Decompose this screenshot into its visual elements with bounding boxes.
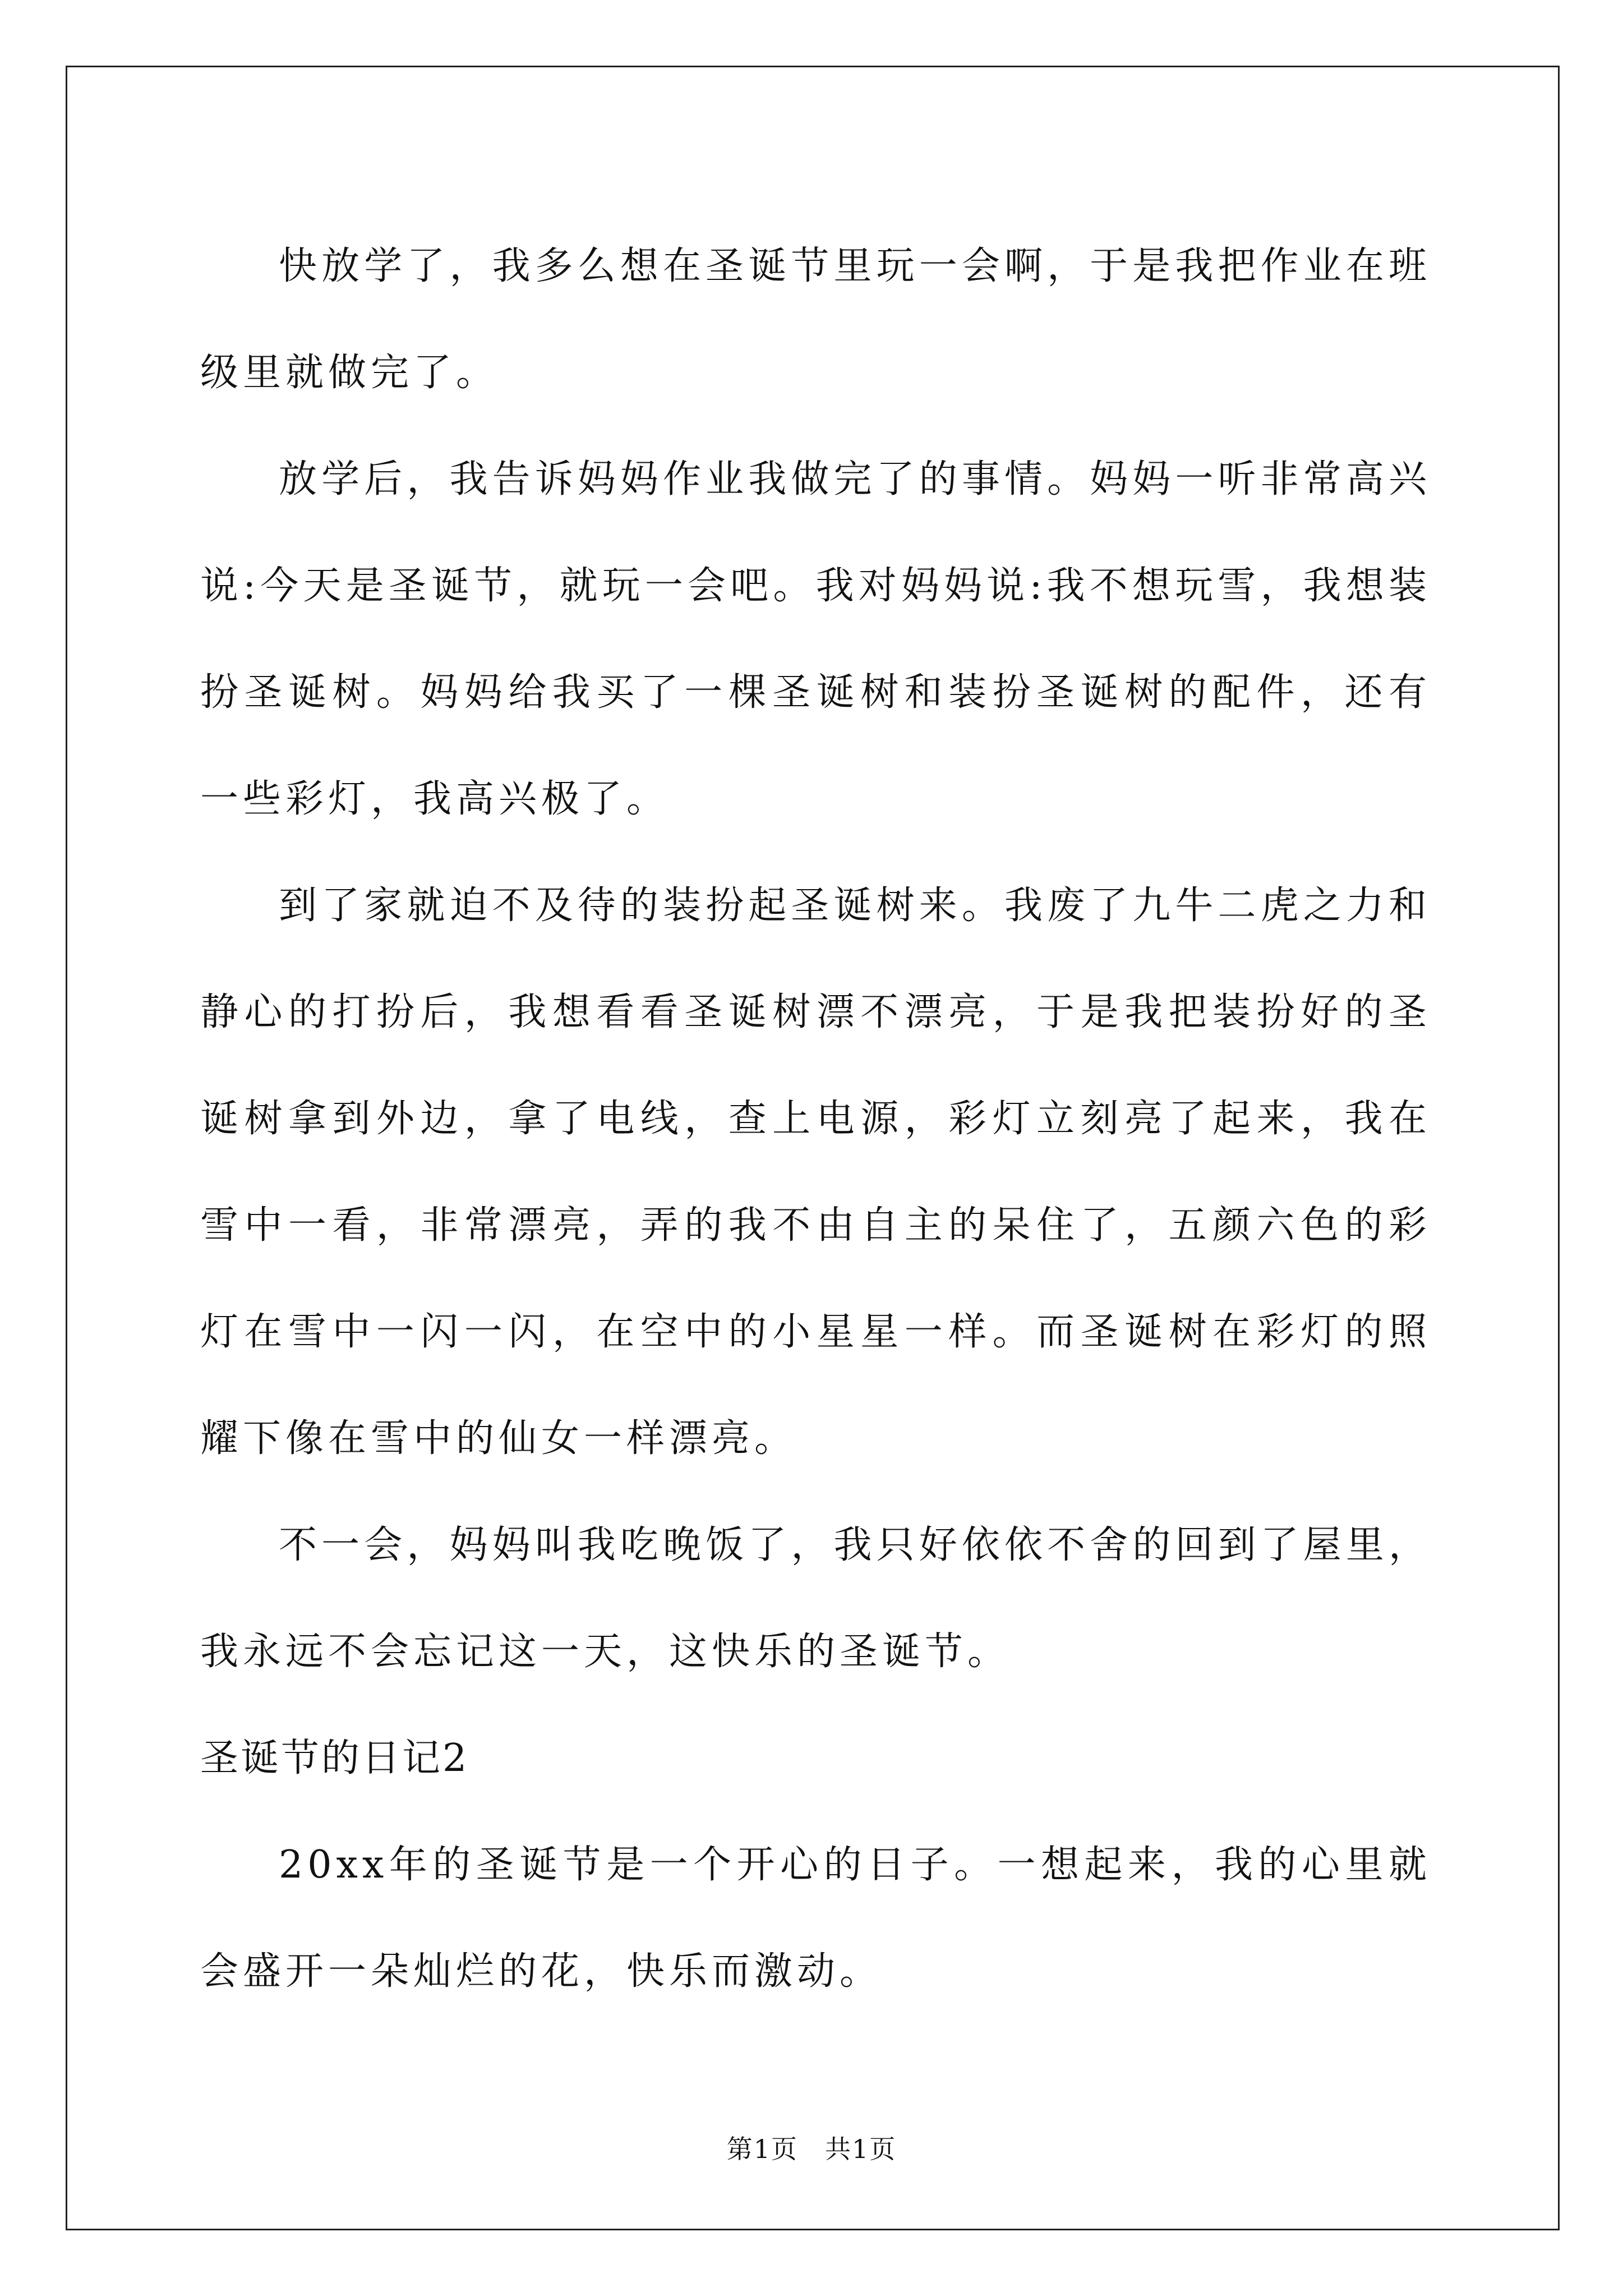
paragraph-4: 不一会，妈妈叫我吃晚饭了，我只好依依不舍的回到了屋里，我永远不会忘记这一天，这快乐的圣诞节。 (200, 1523, 1431, 1674)
paragraph-2: 放学后，我告诉妈妈作业我做完了的事情。妈妈一听非常高兴说:今天是圣诞节，就玩一会吧。我对妈妈说:我不想玩雪，我想装扮圣诞树。妈妈给我买了一棵圣诞树和装扮圣诞树的配件，还有一些彩灯，我高兴极了。 (200, 457, 1431, 821)
section-paragraph-1: 20xx年的圣诞节是一个开心的日子。一想起来，我的心里就会盛开一朵灿烂的花，快乐而激动。 (200, 1843, 1431, 1994)
section-title: 圣诞节的日记2 (200, 1736, 469, 1780)
paragraph-1: 快放学了，我多么想在圣诞节里玩一会啊，于是我把作业在班级里就做完了。 (200, 244, 1431, 395)
page-footer: 第1页 共1页 (726, 2134, 897, 2164)
paragraph-3: 到了家就迫不及待的装扮起圣诞树来。我废了九牛二虎之力和静心的打扮后，我想看看圣诞树漂不漂亮，于是我把装扮好的圣诞树拿到外边，拿了电线，查上电源，彩灯立刻亮了起来，我在雪中一看，非常漂亮，弄的我不由自主的呆住了，五颜六色的彩灯在雪中一闪一闪，在空中的小星星一样。而圣诞树在彩灯的照耀下像在雪中的仙女一样漂亮。 (200, 884, 1431, 1461)
document-body (200, 213, 1431, 2025)
